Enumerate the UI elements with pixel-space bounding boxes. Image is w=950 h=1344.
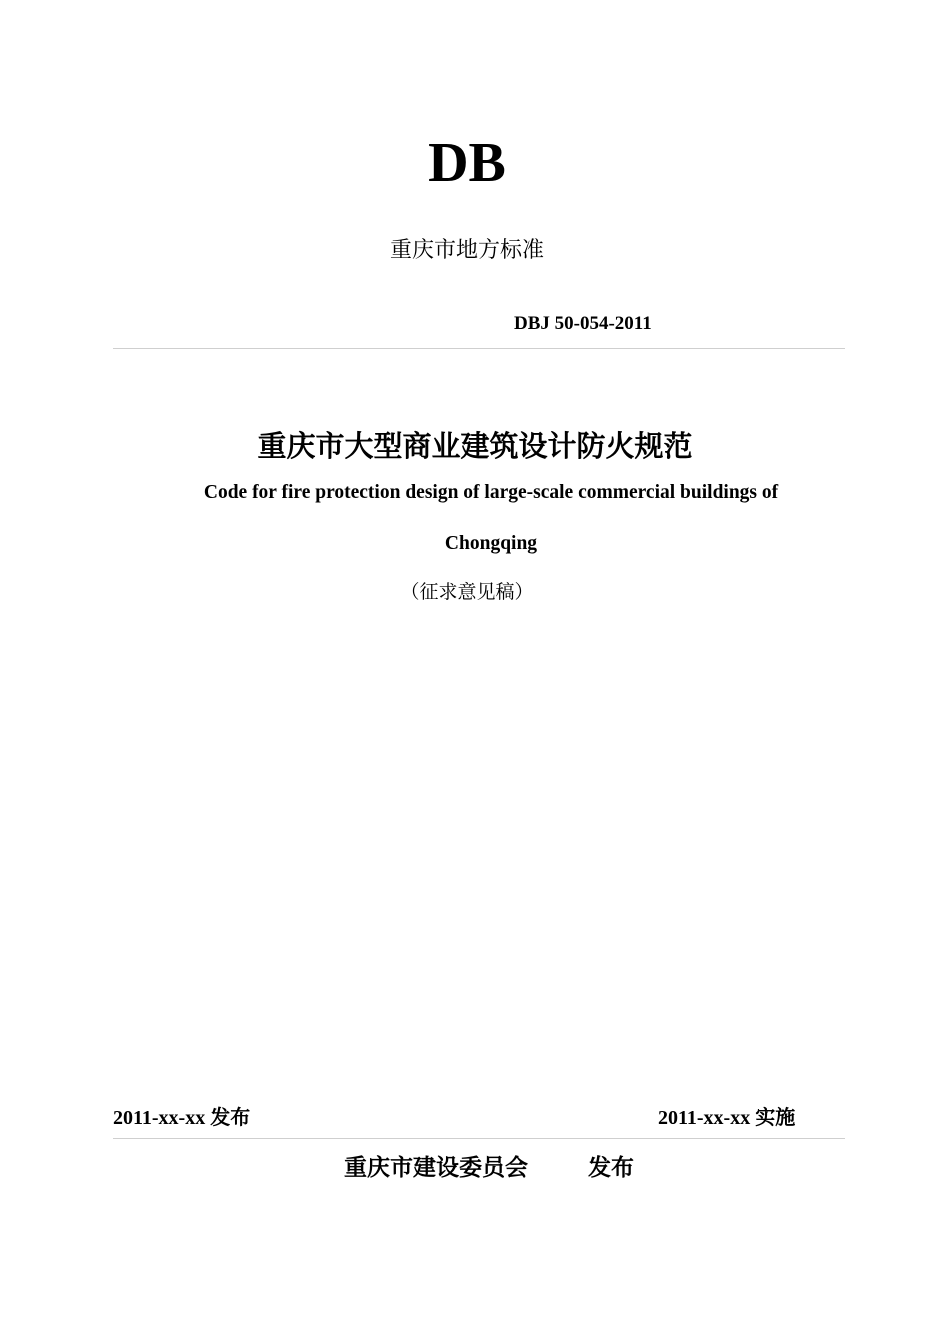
effective-date: 2011-xx-xx (658, 1107, 751, 1129)
document-title-english-line2: Chongqing (444, 533, 538, 554)
standard-type: 重庆市地方标准 (389, 238, 544, 263)
bottom-divider (113, 1138, 845, 1139)
issue-date-line (113, 1104, 250, 1131)
document-title-english-line1: Code for fire protection design of large-scale commercial buildings of (203, 482, 779, 503)
effective-date-line (658, 1104, 795, 1131)
effective-label: 实施 (755, 1105, 796, 1129)
top-divider (113, 348, 845, 349)
issuing-action: 发布 (588, 1155, 634, 1181)
document-title-chinese: 重庆市大型商业建筑设计防火规范 (257, 429, 693, 463)
issuing-authority: 重庆市建设委员会 (344, 1155, 528, 1181)
issue-label: 发布 (210, 1105, 251, 1129)
standard-code: DBJ 50-054-2011 (514, 313, 652, 334)
draft-note: （征求意见稿） (400, 582, 534, 603)
standard-mark: DB (428, 132, 506, 194)
issue-date: 2011-xx-xx (113, 1107, 206, 1129)
